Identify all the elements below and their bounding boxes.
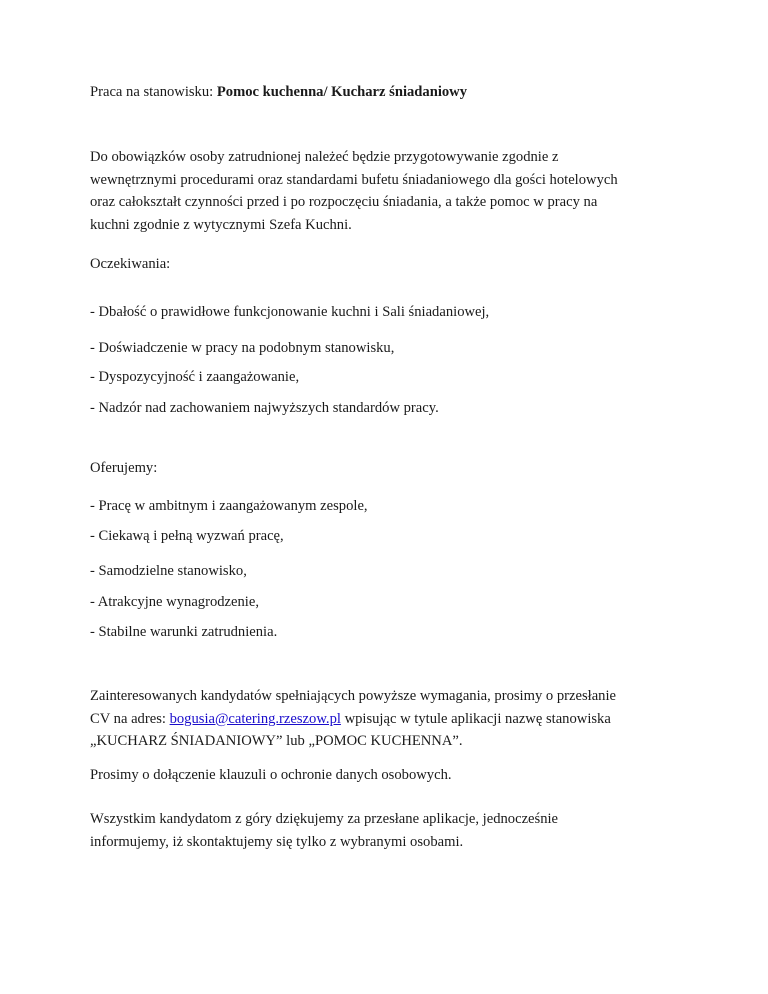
position-prefix: Praca na stanowisku: <box>90 84 217 100</box>
application-line-3: „KUCHARZ ŚNIADANIOWY” lub „POMOC KUCHENNA”. <box>90 733 463 750</box>
application-line-1: Zainteresowanych kandydatów spełniających powyższe wymagania, prosimy o przesłanie <box>90 688 617 704</box>
expectation-item-1: - Dbałość o prawidłowe funkcjonowanie kuchni i Sali śniadaniowej, <box>90 304 490 320</box>
application-paragraph <box>90 685 690 753</box>
duties-line-4: kuchni zgodnie z wytycznymi Szefa Kuchni. <box>90 216 352 233</box>
expectation-item-3: - Dyspozycyjność i zaangażowanie, <box>90 369 300 385</box>
offer-item-1: - Pracę w ambitnym i zaangażowanym zespole, <box>90 498 368 514</box>
gdpr-note: Prosimy o dołączenie klauzuli o ochronie danych osobowych. <box>90 767 452 783</box>
offer-item-5: - Stabilne warunki zatrudnienia. <box>90 624 278 640</box>
duties-paragraph <box>90 146 690 236</box>
closing-paragraph <box>90 808 690 853</box>
expectations-heading: Oczekiwania: <box>90 256 171 272</box>
closing-line-2: informujemy, iż skontaktujemy się tylko z wybranymi osobami. <box>90 833 464 850</box>
expectation-item-2: - Doświadczenie w pracy na podobnym stanowisku, <box>90 340 395 356</box>
closing-line-1: Wszystkim kandydatom z góry dziękujemy za przesłane aplikacje, jednocześnie <box>90 811 559 827</box>
offer-item-3: - Samodzielne stanowisko, <box>90 563 247 579</box>
duties-line-2: wewnętrznymi procedurami oraz standardami bufetu śniadaniowego dla gości hotelowych <box>90 171 618 188</box>
position-line <box>90 84 467 101</box>
position-title: Pomoc kuchenna/ Kucharz śniadaniowy <box>216 84 468 100</box>
offer-item-4: - Atrakcyjne wynagrodzenie, <box>90 594 259 610</box>
duties-line-3: oraz całokształt czynności przed i po rozpoczęciu śniadania, a także pomoc w pracy na <box>90 194 598 211</box>
expectation-item-4: - Nadzór nad zachowaniem najwyższych standardów pracy. <box>90 400 439 416</box>
email-link[interactable]: bogusia@catering.rzeszow.pl <box>169 710 341 727</box>
application-line-2-suffix: wpisując w tytule aplikacji nazwę stanowiska <box>340 710 611 727</box>
application-line-2 <box>90 708 690 731</box>
application-line-2-prefix: CV na adres: <box>90 710 170 727</box>
offer-heading: Oferujemy: <box>90 460 158 476</box>
duties-line-1: Do obowiązków osoby zatrudnionej należeć będzie przygotowywanie zgodnie z <box>90 149 559 165</box>
offer-item-2: - Ciekawą i pełną wyzwań pracę, <box>90 528 284 544</box>
